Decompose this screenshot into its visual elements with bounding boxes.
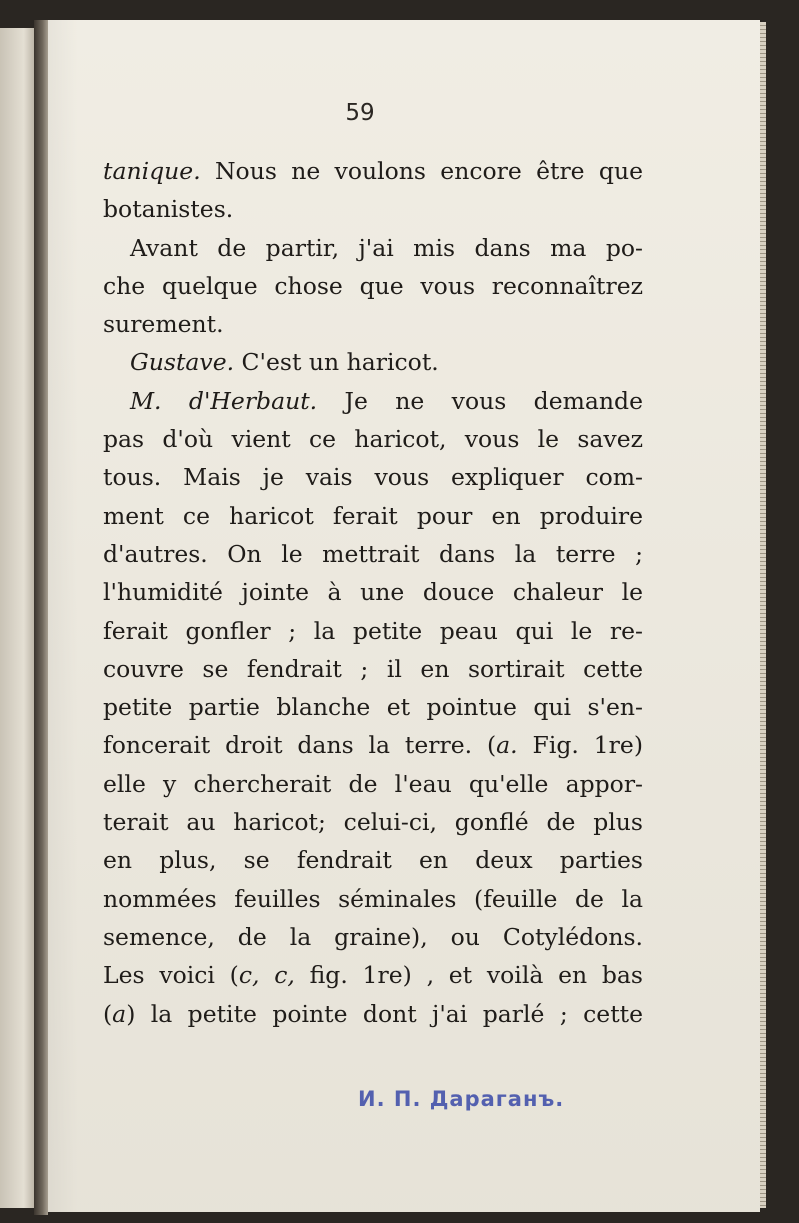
text-line	[103, 995, 643, 1033]
text-line	[103, 726, 643, 764]
text-line	[103, 229, 643, 267]
text-run: Les voici (	[103, 961, 239, 990]
text-line	[103, 803, 643, 841]
text-line	[103, 382, 643, 420]
text-line	[103, 152, 643, 190]
text-line	[103, 497, 643, 535]
text-run: tous. Mais je vais vous expliquer com-	[103, 463, 643, 492]
text-line	[103, 458, 643, 496]
italic-text: c, c,	[238, 961, 295, 990]
body-text	[103, 152, 643, 1033]
book-gutter	[34, 20, 48, 1215]
text-run: terait au haricot; celui-ci, gonflé de plus	[103, 808, 643, 837]
text-run: couvre se fendrait ; il en sortirait cette	[103, 654, 643, 683]
text-line	[103, 305, 643, 343]
text-run: C'est un haricot.	[234, 348, 439, 377]
text-line	[103, 765, 643, 803]
text-line	[103, 612, 643, 650]
text-line	[103, 841, 643, 879]
italic-text: Gustave.	[130, 348, 235, 377]
text-run: Avant de partir, j'ai mis dans ma po-	[130, 233, 643, 262]
library-stamp: И. П. Дараганъ.	[358, 1087, 565, 1111]
text-run: ) la petite pointe dont j'ai parlé ; cette	[126, 999, 643, 1028]
italic-text: a	[112, 999, 127, 1028]
page-number: 59	[345, 100, 375, 126]
text-run: ferait gonfler ; la petite peau qui le re-	[103, 616, 643, 645]
text-run: nommées feuilles séminales (feuille de la	[103, 884, 643, 913]
text-run: en plus, se fendrait en deux parties	[103, 846, 643, 875]
text-line	[103, 420, 643, 458]
text-line	[103, 190, 643, 228]
text-run: fig. 1re) , et voilà en bas	[294, 961, 643, 990]
text-line	[103, 343, 643, 381]
text-run: l'humidité jointe à une douce chaleur le	[103, 578, 643, 607]
text-run: surement.	[103, 310, 224, 339]
text-run: elle y chercherait de l'eau qu'elle appor-	[103, 769, 643, 798]
italic-text: M. d'Herbaut.	[130, 386, 318, 415]
text-run: foncerait droit dans la terre. (	[103, 731, 497, 760]
text-run: pas d'où vient ce haricot, vous le savez	[103, 425, 643, 454]
text-run: petite partie blanche et pointue qui s'en-	[103, 693, 643, 722]
text-line	[103, 956, 643, 994]
text-line	[103, 573, 643, 611]
text-line	[103, 535, 643, 573]
facing-page-edge	[0, 28, 34, 1208]
text-line	[103, 880, 643, 918]
text-line	[103, 650, 643, 688]
text-run: d'autres. On le mettrait dans la terre ;	[103, 539, 643, 568]
text-run: Nous ne voulons encore être que	[214, 157, 643, 185]
italic-text: tanique.	[103, 157, 215, 185]
italic-text: a.	[496, 731, 518, 760]
text-line	[103, 688, 643, 726]
text-run: Je ne vous demande	[317, 386, 643, 415]
text-run: (	[103, 999, 113, 1028]
text-line	[103, 267, 643, 305]
text-run: che quelque chose que vous reconnaîtrez	[103, 271, 643, 300]
text-run: ment ce haricot ferait pour en produire	[103, 501, 643, 530]
text-line	[103, 918, 643, 956]
text-run: botanistes.	[103, 195, 234, 224]
text-run: Fig. 1re)	[517, 731, 643, 760]
text-run: semence, de la graine), ou Cotylédons.	[103, 922, 643, 951]
